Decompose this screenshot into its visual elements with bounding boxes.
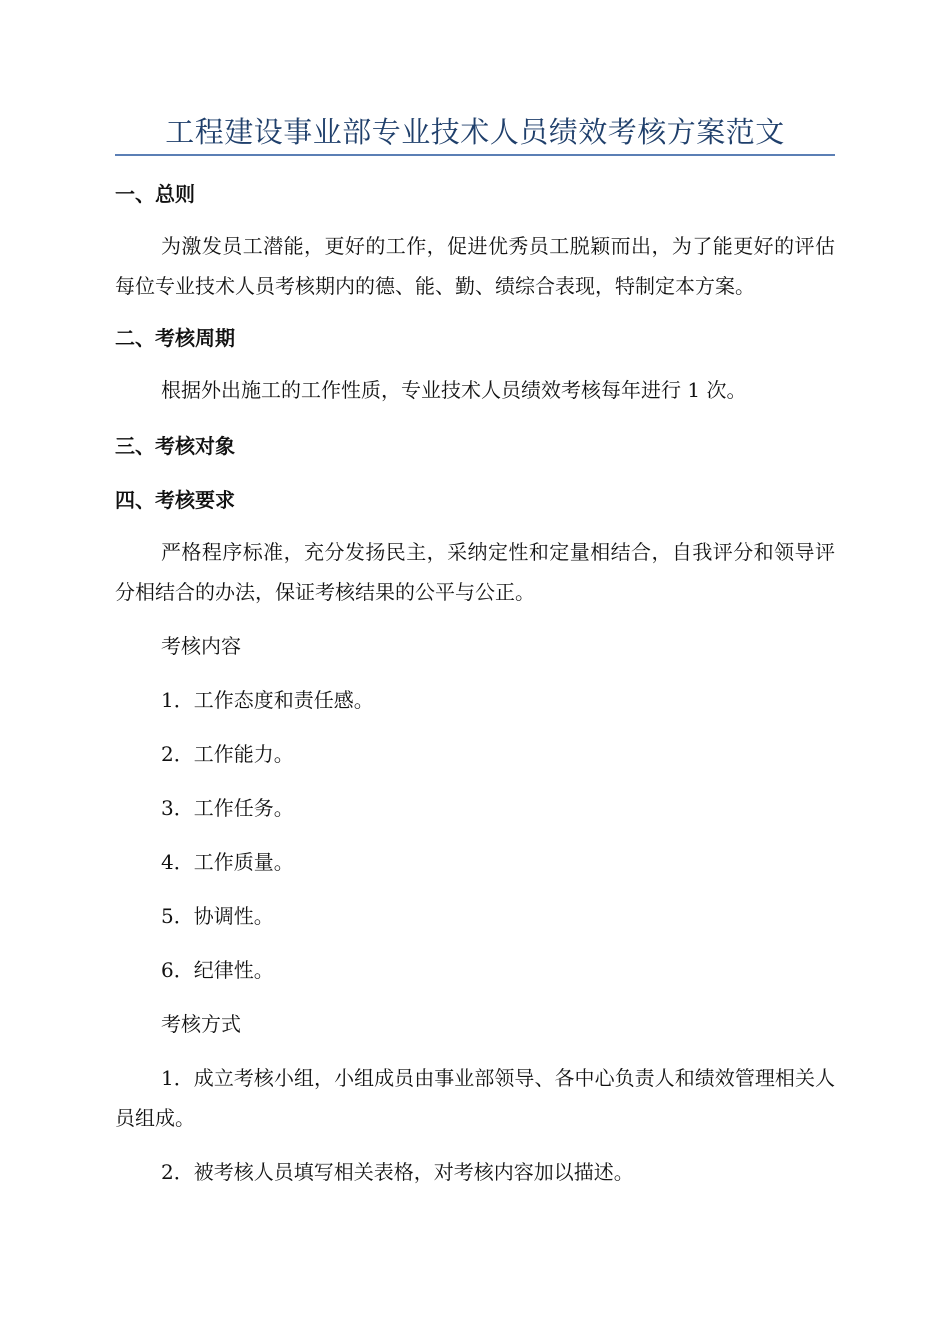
content-item: 4．工作质量。 [161,850,294,874]
content-item: 6．纪律性。 [161,958,274,982]
section-heading-general: 一、总则 [115,182,195,206]
section-paragraph-requirements: 严格程序标准，充分发扬民主，采纳定性和定量相结合，自我评分和领导评分相结合的办法，保证考核结果的公平与公正。 [115,540,835,604]
document-title: 工程建设事业部专业技术人员绩效考核方案范文 [165,115,785,149]
section-heading-cycle: 二、考核周期 [115,326,235,350]
content-item: 5．协调性。 [161,904,274,928]
content-item: 2．工作能力。 [161,742,294,766]
section-heading-requirements: 四、考核要求 [115,488,235,512]
title-underline [115,154,835,156]
section-heading-subject: 三、考核对象 [115,434,235,458]
section-paragraph-cycle: 根据外出施工的工作性质，专业技术人员绩效考核每年进行 1 次。 [161,378,747,402]
method-label: 考核方式 [161,1012,241,1036]
content-item: 1．工作态度和责任感。 [161,688,374,712]
document-body [115,172,835,1206]
section-paragraph-general: 为激发员工潜能，更好的工作，促进优秀员工脱颖而出，为了能更好的评估每位专业技术人员考核期内的德、能、勤、绩综合表现，特制定本方案。 [115,234,835,298]
content-label: 考核内容 [161,634,241,658]
method-item: 1．成立考核小组，小组成员由事业部领导、各中心负责人和绩效管理相关人员组成。 [115,1066,835,1130]
method-item: 2．被考核人员填写相关表格，对考核内容加以描述。 [161,1160,634,1184]
content-item: 3．工作任务。 [161,796,294,820]
